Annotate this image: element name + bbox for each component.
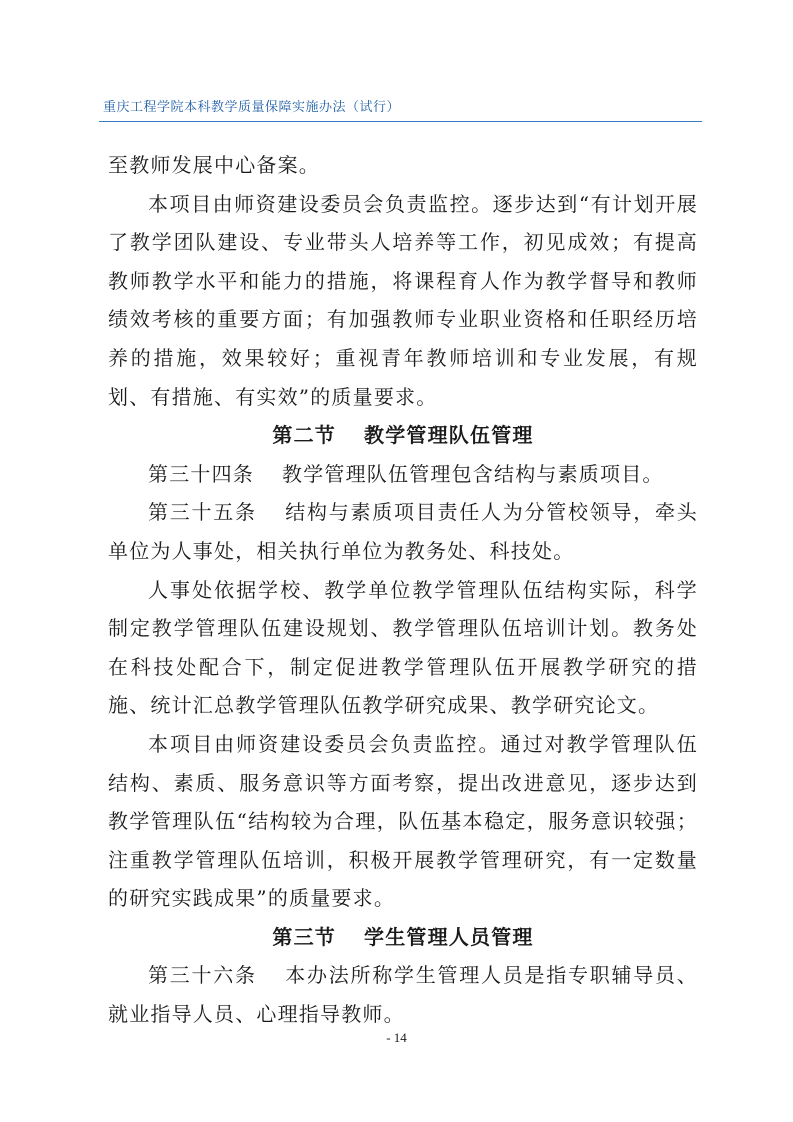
article-number: 第三十五条 xyxy=(148,500,257,525)
section-heading xyxy=(108,416,698,455)
article-text: 本办法所称学生管理人员是指专职辅导员、就业指导人员、心理指导教师。 xyxy=(108,963,698,1027)
section-heading xyxy=(108,918,698,957)
article-number: 第三十六条 xyxy=(148,963,257,988)
page-number: - 14 xyxy=(386,1030,407,1045)
page-body xyxy=(108,146,698,1034)
article-text: 教学管理队伍管理包含结构与素质项目。 xyxy=(282,461,664,486)
running-header: 重庆工程学院本科教学质量保障实施办法（试行） xyxy=(103,100,401,115)
paragraph: 本项目由师资建设委员会负责监控。通过对教学管理队伍结构、素质、服务意识等方面考察，提出改进意见，逐步达到教学管理队伍“结构较为合理，队伍基本稳定，服务意识较强；注重教学管理队伍培训，积极开展教学管理研究，有一定数量的研究实践成果”的质量要求。 xyxy=(108,731,698,911)
paragraph: 本项目由师资建设委员会负责监控。逐步达到“有计划开展了教学团队建设、专业带头人培养等工作，初见成效；有提高教师教学水平和能力的措施，将课程育人作为教学督导和教师绩效考核的重要方面；有加强教师专业职业资格和任职经历培养的措施，效果较好；重视青年教师培训和专业发展，有规划、有措施、有实效”的质量要求。 xyxy=(108,191,698,409)
section-title: 教学管理队伍管理 xyxy=(364,423,534,448)
article-paragraph xyxy=(108,956,698,1033)
article-number: 第三十四条 xyxy=(148,461,254,486)
header-divider xyxy=(99,121,702,122)
article-paragraph xyxy=(108,455,698,494)
section-number: 第二节 xyxy=(272,423,336,448)
paragraph: 人事处依据学校、教学单位教学管理队伍结构实际，科学制定教学管理队伍建设规划、教学管理队伍培训计划。教务处在科技处配合下，制定促进教学管理队伍开展教学研究的措施、统计汇总教学管理队伍教学研究成果、教学研究论文。 xyxy=(108,577,698,718)
section-number: 第三节 xyxy=(272,924,336,949)
article-text: 结构与素质项目责任人为分管校领导，牵头单位为人事处，相关执行单位为教务处、科技处。 xyxy=(108,500,698,563)
section-title: 学生管理人员管理 xyxy=(364,924,534,949)
article-paragraph xyxy=(108,493,698,570)
paragraph: 至教师发展中心备案。 xyxy=(108,153,320,177)
